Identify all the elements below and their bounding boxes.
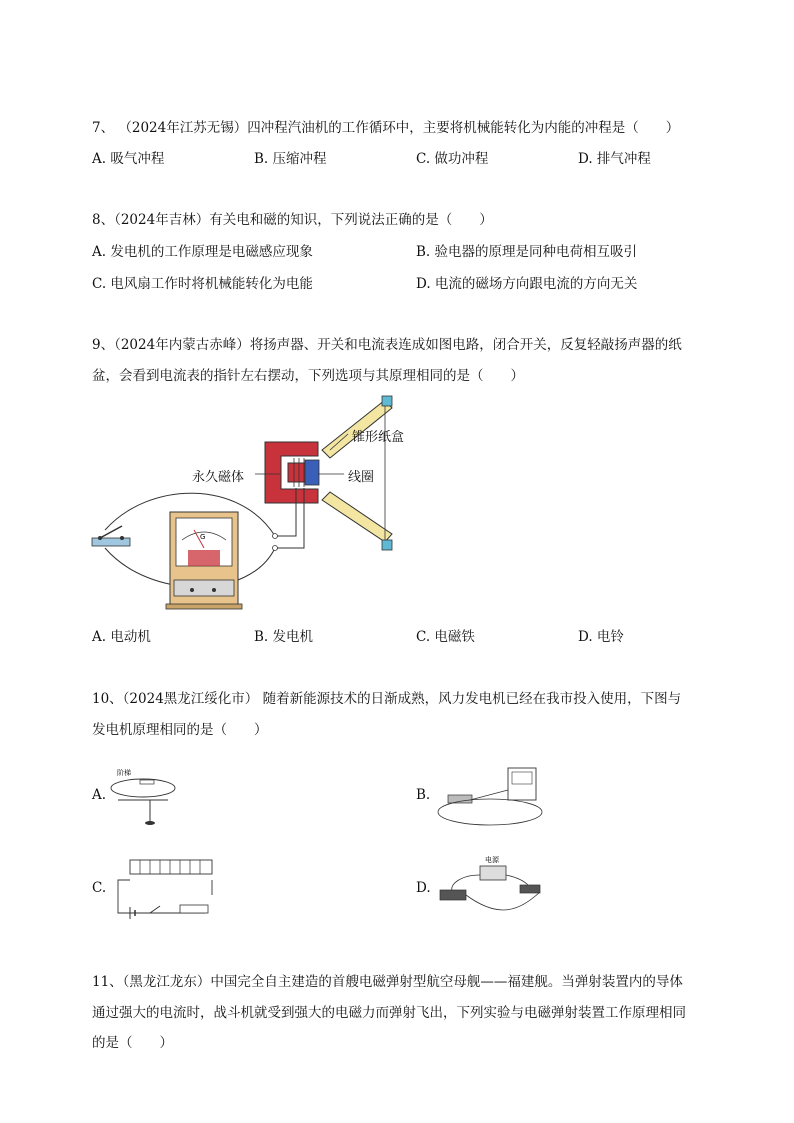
q10-fig-a (111, 779, 175, 825)
q7-stem: 7、 （2024年江苏无锡）四冲程汽油机的工作循环中，主要将机械能转化为内能的冲程是（ ） (92, 120, 680, 136)
q10-option-d: D. (416, 880, 431, 896)
q7-option-b: B. 压缩冲程 (254, 151, 327, 167)
label-coil: 线圈 (348, 470, 375, 485)
q8-option-c: C. 电风扇工作时将机械能转化为电能 (92, 276, 313, 292)
q8-option-a: A. 发电机的工作原理是电磁感应现象 (92, 244, 313, 260)
q7-option-d: D. 排气冲程 (578, 151, 651, 167)
q7-option-c: C. 做功冲程 (416, 151, 489, 167)
q10-option-c: C. (92, 880, 107, 896)
q9-option-d: D. 电铃 (578, 629, 624, 645)
q11-stem-line3: 的是（ ） (92, 1035, 173, 1051)
q9-option-b: B. 发电机 (254, 629, 314, 645)
q10-option-b: B. (416, 787, 431, 803)
q10-option-a: A. (92, 787, 107, 803)
q10-fig-d-label: 电源 (485, 856, 499, 864)
q10-stem-line1: 10、（2024黑龙江绥化市） 随着新能源技术的日渐成熟，风力发电机已经在我市投入使用，下图与 (92, 691, 682, 707)
q9-option-a: A. 电动机 (92, 629, 151, 645)
q11-stem-line1: 11、（黑龙江龙东）中国完全自主建造的首艘电磁弹射型航空母舰——福建舰。当弹射装置内的导体 (92, 974, 683, 990)
q10-fig-a-label: 阶梯 (117, 769, 131, 777)
q10-fig-b (438, 768, 542, 825)
label-magnet: 永久磁体 (192, 470, 245, 485)
q11-stem-line2: 通过强大的电流时，战斗机就受到强大的电磁力而弹射飞出，下列实验与电磁弹射装置工作原理相同 (92, 1005, 686, 1021)
q10-stem-line2: 发电机原理相同的是（ ） (92, 722, 268, 738)
q7-option-a: A. 吸气冲程 (92, 151, 165, 167)
galvanometer-letter: G (200, 533, 206, 541)
q8-option-d: D. 电流的磁场方向跟电流的方向无关 (416, 276, 638, 292)
q9-stem-line1: 9、（2024年内蒙古赤峰）将扬声器、开关和电流表连成如图电路，闭合开关，反复轻敲扬声器的纸 (92, 337, 682, 353)
label-cone: 锥形纸盒 (352, 430, 405, 445)
q9-stem-line2: 盆，会看到电流表的指针左右摆动，下列选项与其原理相同的是（ ） (92, 368, 524, 384)
q9-option-c: C. 电磁铁 (416, 629, 475, 645)
q10-fig-d (440, 866, 540, 910)
q8-option-b: B. 验电器的原理是同种电荷相互吸引 (416, 244, 638, 260)
q10-fig-c (118, 860, 212, 919)
q8-stem: 8、（2024年吉林）有关电和磁的知识，下列说法正确的是（ ） (92, 212, 493, 228)
